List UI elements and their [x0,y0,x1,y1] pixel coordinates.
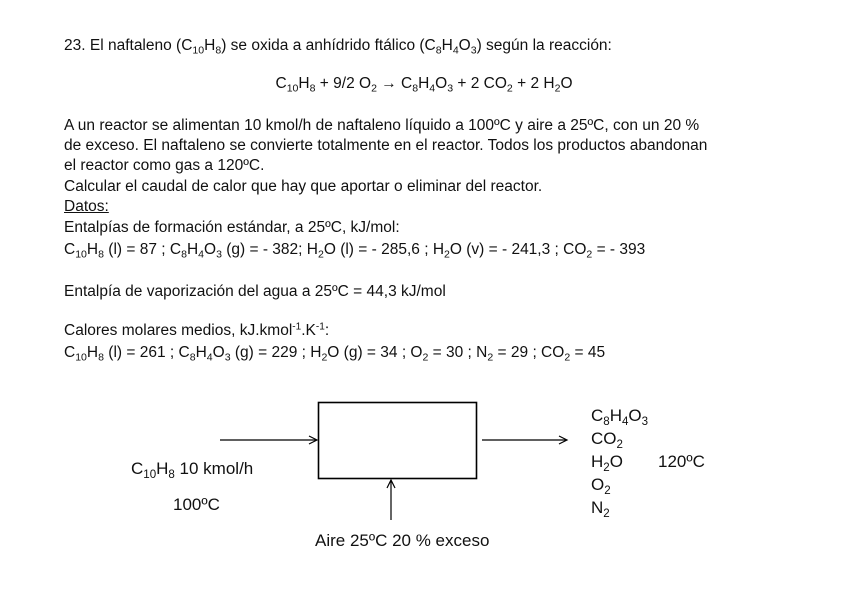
datos-label: Datos: [64,198,109,215]
product-water: $H_2O$ [591,452,623,475]
enthalpy-values: $C_{10}H_8$ (l) = 87 ; $C_8H_4O_3$ (g) = - 382; $H_2O$ (l) = - 285,6 ; $H_2O$ (v) = - 241,3 ; $CO_2$ = - 393 [64,241,646,261]
statement-line-4: Calcular el caudal de calor que hay que aportar o eliminar del reactor. [64,178,543,195]
product-arrow [482,436,567,444]
product-co2: $CO_2$ [591,429,623,452]
product-n2: $N_2$ [591,498,610,521]
feed-arrow [220,436,317,444]
feed-temperature: 100ºC [173,495,220,514]
problem-number: 23. [64,37,86,54]
vaporization-enthalpy: Entalpía de vaporización del agua a 25ºC = 44,3 kJ/mol [64,283,446,300]
statement-line-1: A un reactor se alimentan 10 kmol/h de naftaleno líquido a 100ºC y aire a 25ºC, con un 20 % [64,117,700,134]
statement-line-2: de exceso. El naftaleno se convierte totalmente en el reactor. Todos los productos abandonan [64,137,708,154]
products-temperature: 120ºC [658,452,705,471]
reaction-equation: $C_{10}H_8 + 9/2$ $O_2 \to C_8H_4O_3 + 2$ $CO_2 + 2$ $H_2O$ [275,75,573,95]
feed-label: $C_{10}H_8$ 10 kmol/h [131,459,254,482]
product-o2: $O_2$ [591,475,611,498]
enthalpy-title: Entalpías de formación estándar, a 25ºC, kJ/mol: [64,219,400,236]
reactor-box [319,403,477,479]
statement-line-3: el reactor como gas a 120ºC. [64,157,265,174]
air-arrow [387,480,395,520]
heat-capacity-values: $C_{10}H_8$ (l) = 261 ; $C_8H_4O_3$ (g) = 229 ; $H_2O$ (g) = 34 ; $O_2 = 30$ ; $N_2 = 29$ ; $CO_2 = 45$ [64,344,606,364]
air-label: Aire 25ºC 20 % exceso [315,531,490,550]
heat-capacity-title: Calores molares medios, $kJ.kmol^{-1}.K^{-1}$: [64,321,330,339]
intro-text: El naftaleno $(C_{10}H_8)$ se oxida a anhídrido ftálico $(C_8H_4O_3)$ según la reacción: [89,37,612,57]
product-phthalic-anhydride: $C_8H_4O_3$ [591,406,649,429]
